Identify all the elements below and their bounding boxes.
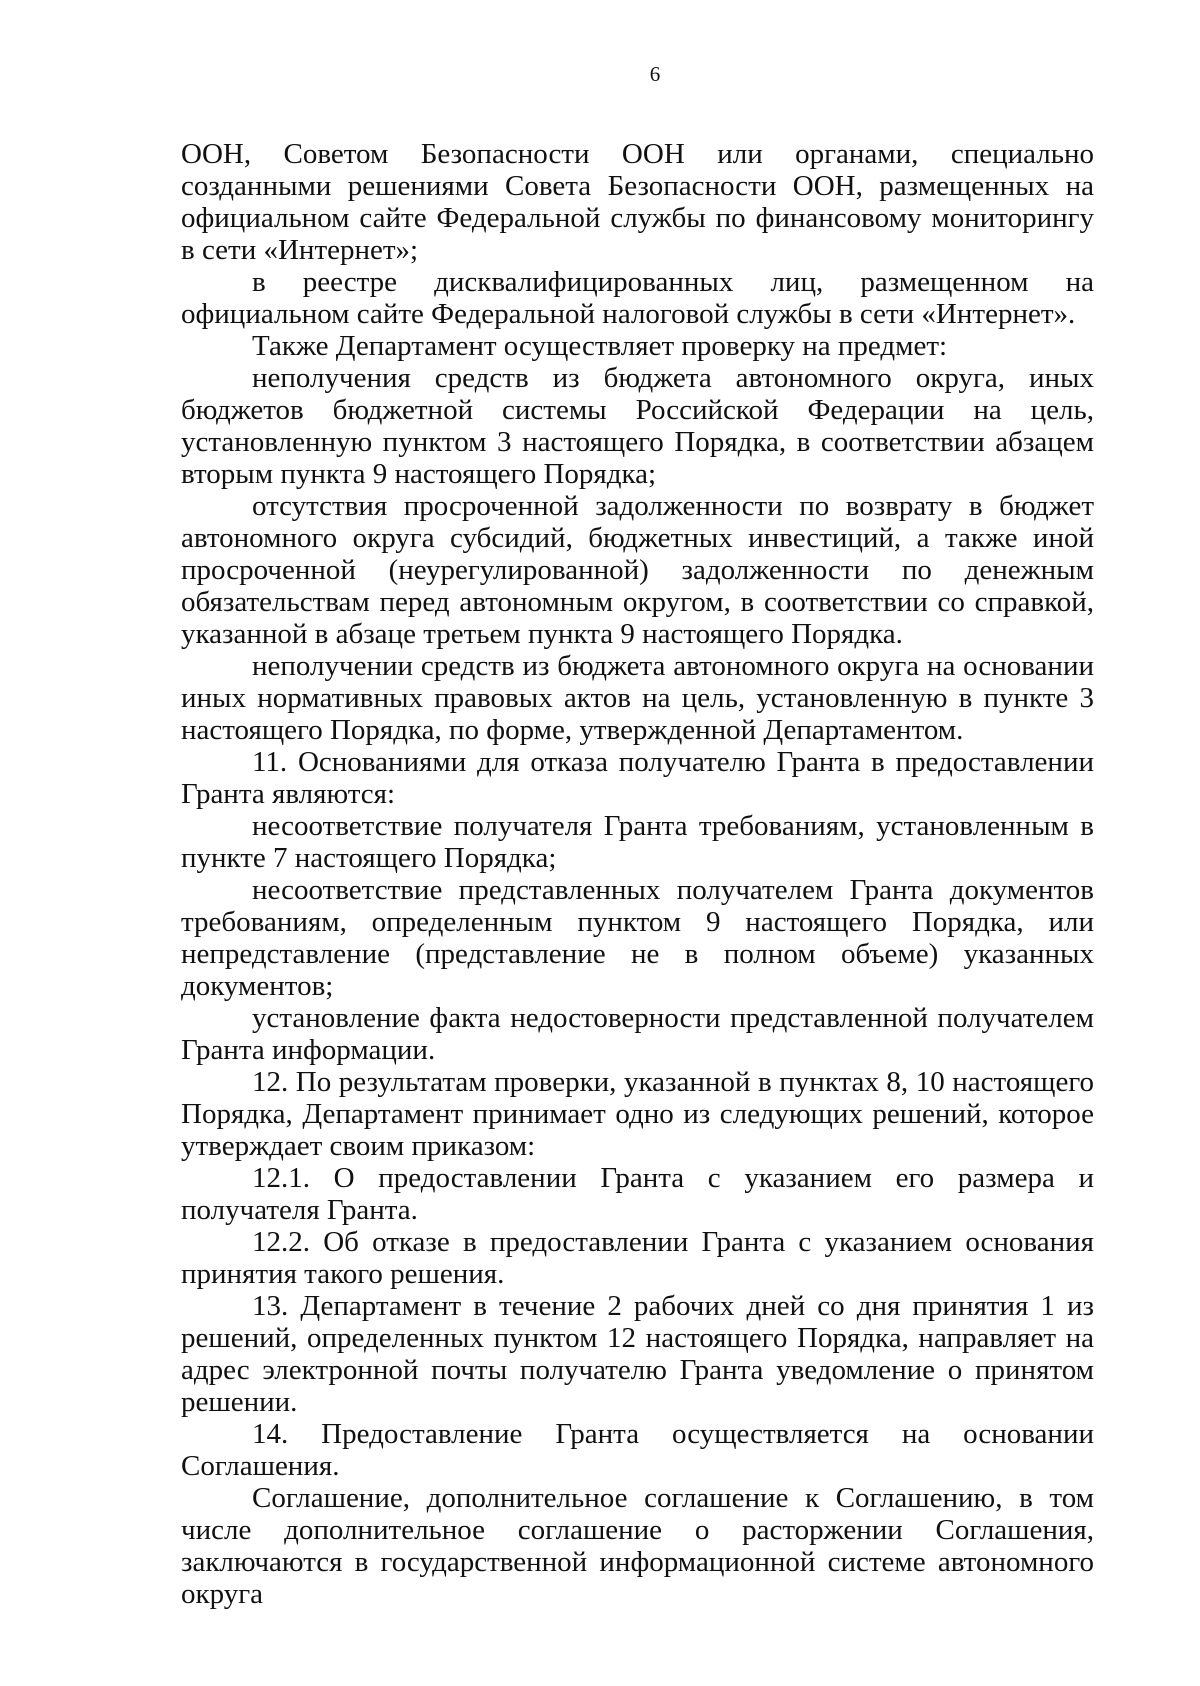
paragraph-item-12: 12. По результатам проверки, указанной в пунктах 8, 10 настоящего Порядка, Департамент принимает одно из следующих решений, которое утверждает своим приказом:	[181, 1066, 1094, 1162]
paragraph-department-checks: Также Департамент осуществляет проверку на предмет:	[252, 330, 948, 362]
paragraph-item-13: 13. Департамент в течение 2 рабочих дней со дня принятия 1 из решений, определенных пунктом 12 настоящего Порядка, направляет на адрес электронной почты получателю Гранта уведомление о принятом решении.	[181, 1290, 1094, 1418]
paragraph-item-11: 11. Основаниями для отказа получателю Гранта в предоставлении Гранта являются:	[181, 746, 1094, 810]
paragraph-non-receipt-other-acts: неполучении средств из бюджета автономного округа на основании иных нормативных правовых актов на цель, установленную в пункте 3 настоящего Порядка, по форме, утвержденной Департаментом.	[181, 650, 1094, 746]
page-number: 6	[649, 62, 661, 86]
paragraph-no-overdue-debt: отсутствия просроченной задолженности по возврату в бюджет автономного округа субсидий, бюджетных инвестиций, а также иной просроченной (неурегулированной) задолженности по денежным обязательствам перед автономным округом, в соответствии со справкой, указанной в абзаце третьем пункта 9 настоящего Порядка.	[181, 490, 1094, 650]
paragraph-item-14: 14. Предоставление Гранта осуществляется на основании Соглашения.	[181, 1418, 1094, 1482]
paragraph-agreement: Соглашение, дополнительное соглашение к Соглашению, в том числе дополнительное соглашение о расторжении Соглашения, заключаются в государственной информационной системе автономного округа	[181, 1482, 1094, 1610]
paragraph-refusal-ground-3: установление факта недостоверности представленной получателем Гранта информации.	[181, 1002, 1094, 1066]
paragraph-refusal-ground-2: несоответствие представленных получателем Гранта документов требованиям, определенным пунктом 9 настоящего Порядка, или непредставление (представление не в полном объеме) указанных документов;	[181, 874, 1094, 1002]
paragraph-refusal-ground-1: несоответствие получателя Гранта требованиям, установленным в пункте 7 настоящего Порядка;	[181, 810, 1094, 874]
paragraph-disqualified-registry: в реестре дисквалифицированных лиц, размещенном на официальном сайте Федеральной налоговой службы в сети «Интернет».	[181, 266, 1094, 330]
paragraph-sanctions-list-continuation: ООН, Советом Безопасности ООН или органами, специально созданными решениями Совета Безопасности ООН, размещенных на официальном сайте Федеральной службы по финансовому мониторингу в сети «Интернет»;	[181, 138, 1094, 266]
paragraph-item-12-1: 12.1. О предоставлении Гранта с указанием его размера и получателя Гранта.	[181, 1162, 1094, 1226]
paragraph-item-12-2: 12.2. Об отказе в предоставлении Гранта с указанием основания принятия такого решения.	[181, 1226, 1094, 1290]
paragraph-non-receipt-funds: неполучения средств из бюджета автономного округа, иных бюджетов бюджетной системы Российской Федерации на цель, установленную пунктом 3 настоящего Порядка, в соответствии абзацем вторым пункта 9 настоящего Порядка;	[181, 362, 1094, 490]
